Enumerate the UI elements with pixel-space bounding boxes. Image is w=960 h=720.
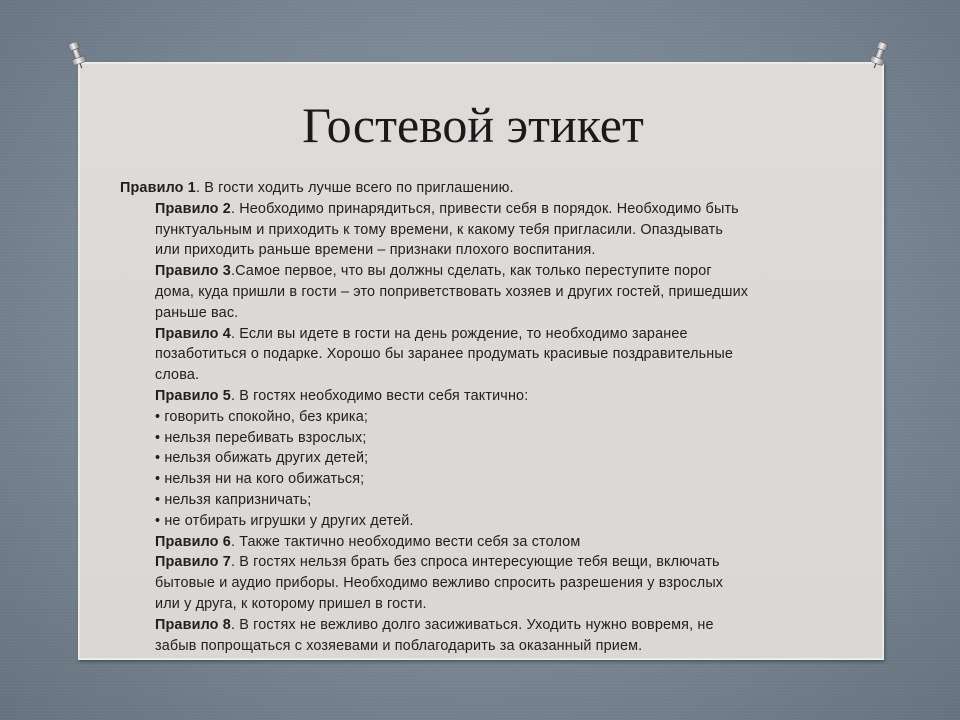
rule-text: . В гостях необходимо вести себя тактично: [230, 387, 529, 404]
rule-label: Правило 1 [120, 180, 196, 196]
rule-5 [120, 386, 862, 407]
rule-text-line: или у друга, к которому пришел в гости. [155, 595, 427, 612]
rule-3 [120, 261, 862, 282]
rule-text: . В гостях не вежливо долго засиживаться. Уходить нужно вовремя, не [230, 616, 714, 633]
rule-1 [120, 178, 862, 199]
rules-text [120, 178, 862, 656]
rule-label: Правило 7 [155, 554, 231, 571]
list-item: • нельзя капризничать; [155, 491, 312, 508]
rule-text-line: слова. [155, 367, 200, 384]
rule-text-line: или приходить раньше времени – признаки плохого воспитания. [155, 242, 596, 259]
rule-label: Правило 5 [155, 387, 231, 404]
pushpin-icon [864, 40, 894, 70]
rule-label: Правило 6 [155, 533, 231, 550]
list-item: • нельзя обижать других детей; [155, 450, 369, 467]
rule-label: Правило 3 [155, 263, 231, 280]
rule-text: . Также тактично необходимо вести себя за столом [230, 533, 581, 550]
pushpin-icon [62, 40, 92, 70]
rule-text: . В гости ходить лучше всего по приглашению. [195, 180, 514, 196]
page-title: Гостевой этикет [302, 97, 644, 153]
rule-text-line: дома, куда пришли в гости – это поприветствовать хозяев и других гостей, пришедших [155, 283, 749, 300]
rule-text: . Если вы идете в гости на день рождение, то необходимо заранее [230, 325, 688, 342]
rule-text-line: пунктуальным и приходить к тому времени, к какому тебя пригласили. Опаздывать [155, 221, 723, 238]
rule-text: . Необходимо принарядиться, привести себя в порядок. Необходимо быть [230, 200, 739, 217]
rule-text-line: раньше вас. [155, 304, 239, 321]
list-item: • нельзя перебивать взрослых; [155, 429, 367, 446]
rule-text-line: забыв попрощаться с хозяевами и поблагодарить за оказанный прием. [155, 637, 643, 654]
rule-6 [120, 532, 862, 553]
list-item: • нельзя ни на кого обижаться; [155, 471, 365, 488]
rule-label: Правило 2 [155, 200, 231, 217]
list-item: • не отбирать игрушки у других детей. [155, 512, 414, 529]
rule-text: .Самое первое, что вы должны сделать, как только переступите порог [230, 263, 712, 280]
rule-2 [120, 199, 862, 220]
rule-4 [120, 324, 862, 345]
rule-8 [120, 615, 862, 636]
rule-7 [120, 552, 862, 573]
list-item: • говорить спокойно, без крика; [155, 408, 368, 425]
rule-text-line: позаботиться о подарке. Хорошо бы заранее продумать красивые поздравительные [155, 346, 734, 363]
rule-text: . В гостях нельзя брать без спроса интересующие тебя вещи, включать [230, 554, 720, 571]
rule-text-line: бытовые и аудио приборы. Необходимо вежливо спросить разрешения у взрослых [155, 575, 724, 592]
rule-label: Правило 4 [155, 325, 231, 342]
rule-label: Правило 8 [155, 616, 231, 633]
